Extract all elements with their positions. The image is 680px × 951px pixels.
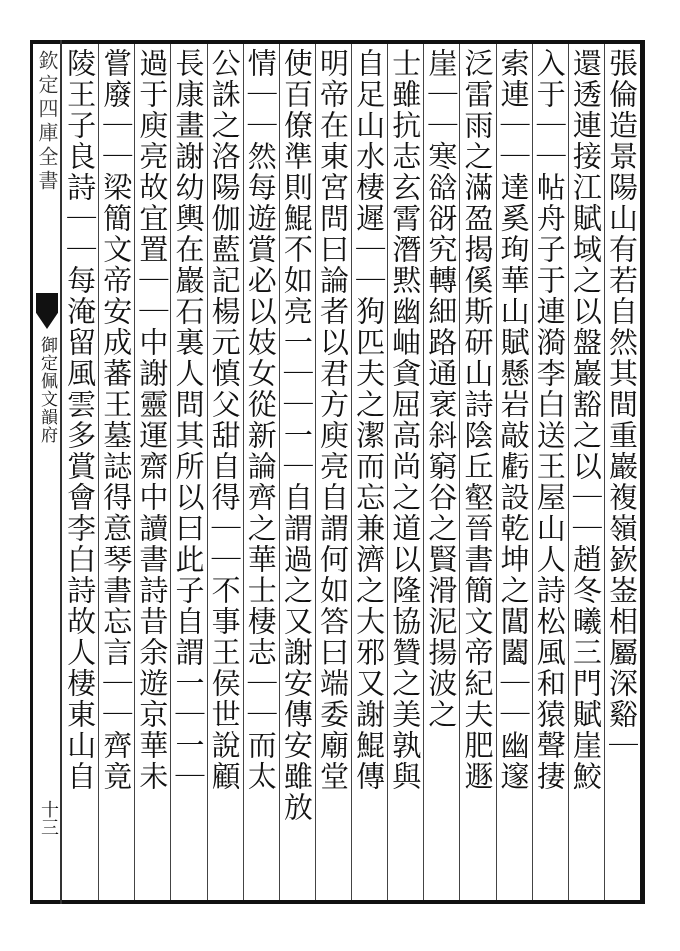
running-head: 欽定四庫全書 — [35, 50, 59, 194]
text-column — [316, 48, 350, 896]
column-text: 過于庾亮故宜置｜｜中謝靈運齋中讀書詩昔余遊京華未 — [135, 48, 170, 792]
fish-tail-mark-icon — [36, 293, 58, 329]
column-separator — [243, 44, 244, 900]
text-column — [352, 48, 386, 896]
column-separator — [387, 44, 388, 900]
text-column — [135, 48, 169, 896]
book-title: 御定佩文韻府 — [37, 336, 57, 444]
text-column — [605, 48, 639, 896]
text-column — [533, 48, 567, 896]
column-separator — [315, 44, 316, 900]
column-separator — [351, 44, 352, 900]
text-column — [244, 48, 278, 896]
text-column — [280, 48, 314, 896]
text-column — [497, 48, 531, 896]
column-text: 長康畫謝幼輿在巖石裏人問其所以曰此子自謂一｜一｜ — [171, 48, 206, 792]
column-separator — [604, 44, 605, 900]
column-separator — [423, 44, 424, 900]
margin-divider-rule — [60, 40, 62, 904]
left-border-rule — [30, 40, 33, 904]
column-separator — [496, 44, 497, 900]
column-separator — [279, 44, 280, 900]
top-border-rule — [30, 40, 642, 44]
text-column — [460, 48, 494, 896]
column-text: 泛雷雨之滿盈揭傒斯研山詩陰丘壑晉書簡文帝紀夫肥遯 — [460, 48, 495, 792]
column-text: 還透連接江賦域之以盤巖豁之以｜｜趙冬曦三門賦崖鮫 — [568, 48, 603, 792]
column-separator — [568, 44, 569, 900]
text-column — [569, 48, 603, 896]
column-separator — [98, 44, 99, 900]
column-separator — [134, 44, 135, 900]
text-column — [171, 48, 205, 896]
column-text: 入于｜｜帖舟子于連漪李白送王屋山人詩松風和猿聲捿 — [532, 48, 567, 792]
column-text: 情｜｜然每遊賞必以妓女從新論齊之華士棲志｜｜而太 — [243, 48, 278, 792]
right-border-rule — [640, 40, 645, 904]
column-text: 嘗廢｜｜梁簡文帝安成蕃王墓誌得意琴書忘言｜｜齊竟 — [99, 48, 134, 792]
text-column — [63, 48, 97, 896]
column-text: 陵王子良詩｜｜每淹留風雲多賞會李白詩故人棲東山自 — [63, 48, 98, 792]
column-separator — [170, 44, 171, 900]
column-separator — [207, 44, 208, 900]
bottom-border-rule — [30, 900, 642, 904]
column-text: 崖｜｜寒谽谺究轉細路通衺斜窮谷之賢滑泥揚波之 — [424, 48, 459, 730]
page-number: 十三 — [38, 800, 59, 836]
column-separator — [459, 44, 460, 900]
text-column — [424, 48, 458, 896]
column-text: 明帝在東宮問曰論者以君方庾亮自謂何如答曰端委廟堂 — [315, 48, 350, 792]
text-column — [99, 48, 133, 896]
column-text: 索連｜｜達奚珣華山賦懸岩敲虧設乾坤之閶闔｜｜幽邃 — [496, 48, 531, 792]
column-text: 公誅之洛陽伽藍記楊元慎父甜自得｜｜不事王侯世說顧 — [207, 48, 242, 792]
column-text: 士雖抗志玄霄潛黙幽岫貪屈高尚之道以隆協贊之美孰與 — [388, 48, 423, 792]
column-text: 使百僚準則鯤不如亮一｜｜一｜自謂過之又謝安傳安雖放 — [279, 48, 314, 823]
text-column — [208, 48, 242, 896]
column-text: 自足山水棲遲｜｜狗匹夫之潔而忘兼濟之大邪又謝鯤傳 — [352, 48, 387, 792]
text-column — [388, 48, 422, 896]
column-text: 張倫造景陽山有若自然其間重巖複嶺嶔崟相屬深谿｜ — [604, 48, 639, 761]
column-separator — [532, 44, 533, 900]
